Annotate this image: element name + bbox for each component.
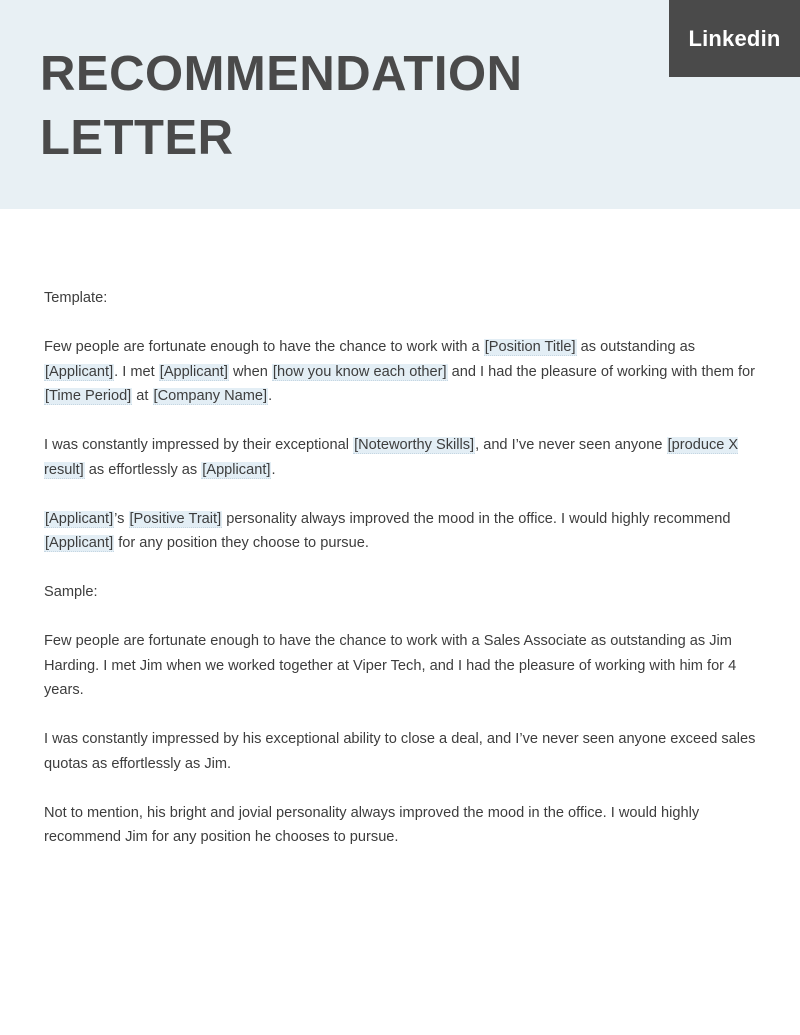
text: personality always improved the mood in the office. I would highly recommend [222,510,731,527]
text: when [228,363,272,380]
text: . [268,388,273,404]
text: as effortlessly as [84,461,202,478]
placeholder-applicant: [Applicant] [45,363,114,380]
text: at [132,388,153,404]
placeholder-noteworthy-skills: [Noteworthy Skills] [354,437,475,453]
placeholder-relationship: [how you know each other] [272,363,447,380]
placeholder-company-name: [Company Name] [153,388,268,404]
title-line-1: RECOMMENDATION [40,47,523,101]
placeholder-applicant: [Applicant] [45,535,114,551]
placeholder-applicant: [Applicant] [159,363,228,380]
template-label: Template: [44,290,108,306]
placeholder-time-period: [Time Period] [45,388,132,404]
placeholder-applicant: [Applicant] [202,461,271,478]
sample-paragraph-3: Not to mention, his bright and jovial personality always improved the mood in the office. I would highly recommend Jim for any position he chooses to pursue. [44,804,700,845]
text: Few people are fortunate enough to have the chance to work with a [44,339,484,355]
header-banner [0,0,800,209]
template-paragraph-2 [44,433,756,482]
text: ’s [114,510,129,527]
sample-paragraph-1: Few people are fortunate enough to have the chance to work with a Sales Associate as outstanding as Jim Harding. I met Jim when we worked together at Viper Tech, and I had the pleasure of working with him for 4 years. [44,633,737,698]
text: as outstanding as [576,339,696,355]
placeholder-position-title: [Position Title] [484,339,576,355]
template-paragraph-3 [44,507,756,556]
text: , and I’ve never seen anyone [475,437,667,453]
placeholder-positive-trait: [Positive Trait] [129,510,222,527]
placeholder-applicant: [Applicant] [45,510,114,527]
sample-paragraph-2: I was constantly impressed by his exceptional ability to close a deal, and I’ve never seen anyone exceed sales quotas as effortlessly as Jim. [44,731,756,772]
text: . [271,461,276,478]
placeholder-result: [produce X result] [44,437,739,478]
linkedin-badge: Linkedin [669,0,800,77]
text: for any position they choose to pursue. [114,535,369,551]
title-line-2: LETTER [40,111,234,165]
text: . I met [114,363,159,380]
text: and I had the pleasure of working with them for [447,363,755,380]
text: I was constantly impressed by their exceptional [44,437,354,453]
letter-body [44,286,756,874]
page-title [40,42,522,170]
template-paragraph-1 [44,335,756,409]
sample-label: Sample: [44,584,98,600]
